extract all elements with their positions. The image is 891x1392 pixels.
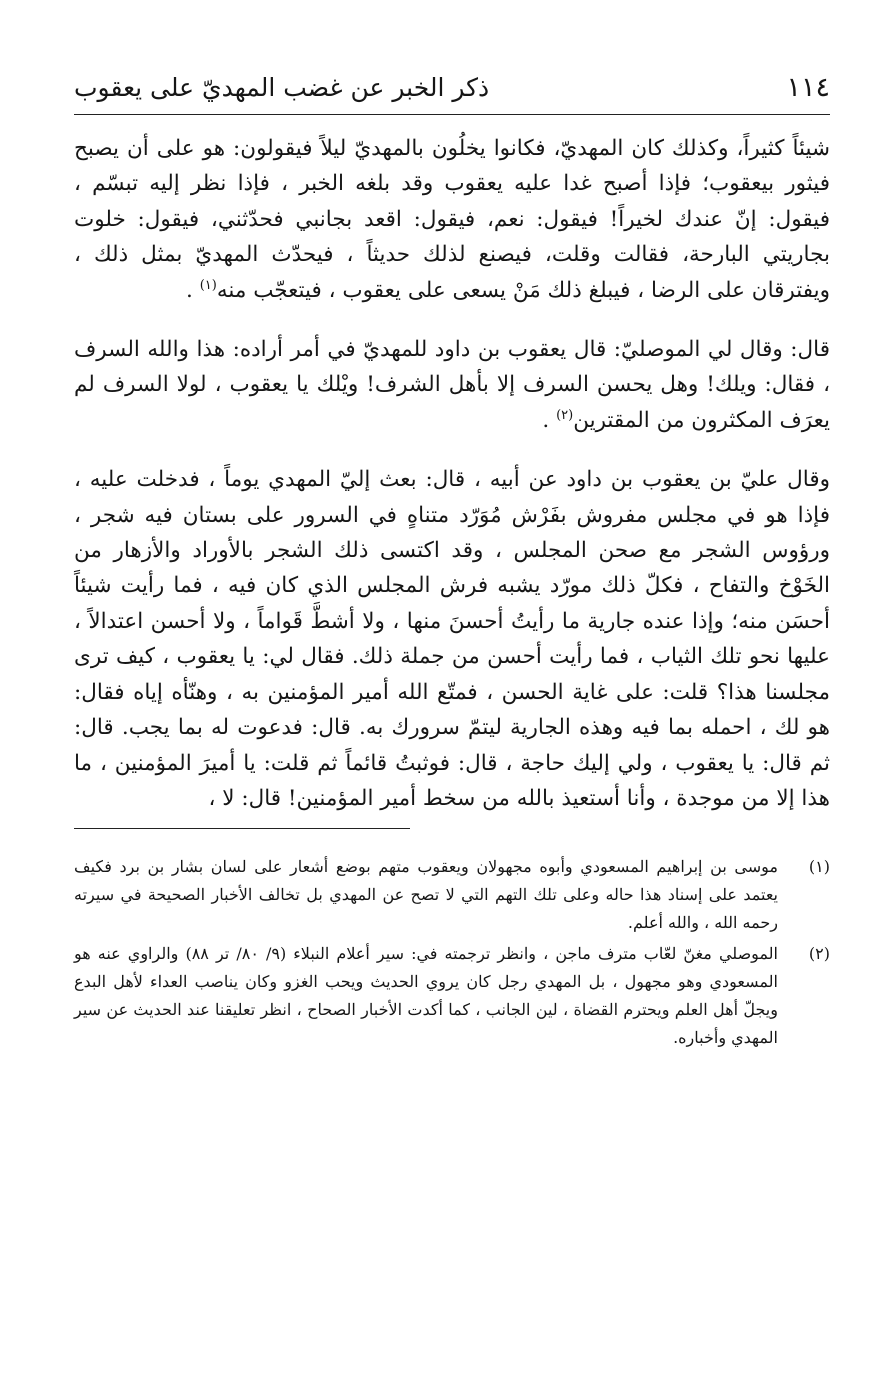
text-line: بستان فيه شجر ، ورؤوس الشجر مع صحن المجلس ، وقد اكتسى ذلك الشجر (74, 502, 830, 564)
main-text (74, 131, 830, 816)
text-line: شيئاً كثيراً، وكذلك كان المهديّ، فكانوا يخلُون بالمهديّ ليلاً فيقولون: هو على أن (127, 136, 830, 161)
paragraph (74, 462, 830, 816)
text-line: وهذه الجارية ليتمّ سرورك به. قال: فدعوت له بما يجب. قال: ثم قال: (74, 715, 830, 776)
text-line: يا يعقوب ، ولي إليك حاجة ، قال: فوثبتُ قائماً ثم قلت: يا أميرَ المؤمنين ، (99, 750, 755, 776)
text-line: المهديّ بمثل ذلك ، ويفترقان على الرضا ، فيبلغ ذلك مَنْ يسعى على يعقوب ، (74, 242, 830, 303)
footnote-text: الموصلي مغنّ لعّاب مترف ماجن ، وانظر ترجمته في: سير أعلام النبلاء (٩/ ٨٠/ تر ٨٨) والراوي عنه هو المسعودي وهو مجهول ، بل المهدي رجل كان يروي الحديث ويحب الغزو وكان يناصب العداء لأهل البدع ويجلّ أهل العلم ويحترم القضاة ، لين الجانب ، كما أكدت الأخبار الصحاح ، انظر تعليقنا عند الحديث عن سير المهدي وأخباره. (74, 944, 778, 1048)
text-line: تبسّم ، فيقول: إنّ عندك لخيراً! فيقول: نعم، فيقول: اقعد بجانبي فحدّثني، (74, 171, 830, 232)
text-line: كان فيه ، فما رأيت شيئاً أحسَن منه؛ وإذا عنده جارية ما رأيتُ أحسنَ منها ، (74, 573, 830, 634)
sentence-end: . (186, 277, 200, 303)
text-line: فيقول: خلوت بجاريتي البارحة، فقالت وقلت، فيصنع لذلك حديثاً ، فيحدّث (74, 206, 830, 268)
text-line: الحسن ، فمتّع الله أمير المؤمنين به ، وهنّأه إياه فقال: هو لك ، احمله بما فيه (74, 679, 830, 741)
footnote-number: (١) (808, 857, 830, 877)
book-page (74, 72, 830, 1055)
paragraph (74, 332, 830, 438)
text-line: والله السرف ، فقال: ويلك! وهل يحسن السرف إلا بأهل الشرف! ويْلك (74, 337, 831, 398)
page-number: ١١٤ (786, 72, 830, 103)
footnote-reference[interactable]: (١) (199, 277, 217, 293)
footnote-number: (٢) (808, 944, 830, 964)
text-line: ولا أشطَّ قَواماً ، ولا أحسن اعتدالاً ، عليها نحو تلك الثياب ، فما رأيت أحسن (74, 608, 830, 670)
footnote-separator (74, 828, 410, 829)
text-line: ما هذا إلا من موجدة ، وأنا أستعيذ بالله من سخط أمير المؤمنين! قال: لا ، (74, 750, 830, 811)
paragraph (74, 131, 830, 308)
footnote (74, 940, 830, 1052)
sentence-end: . (542, 407, 557, 433)
text-line: فيتعجّب منه (216, 277, 322, 303)
page-header (74, 72, 830, 115)
text-line: من جملة ذلك. فقال لي: يا يعقوب ، كيف ترى مجلسنا هذا؟ قلت: على غاية (74, 644, 830, 705)
text-line: قال: وقال لي الموصليّ: قال يعقوب بن داود للمهديّ في أمر أراده: هذا (196, 337, 830, 363)
running-title: ذكر الخبر عن غضب المهديّ على يعقوب (74, 73, 490, 102)
footnote-reference[interactable]: (٢) (556, 407, 574, 423)
text-line: يصبح فيثور بيعقوب؛ فإذا أصبح غدا عليه يعقوب وقد بلغه الخبر ، فإذا نظر إليه (74, 136, 830, 197)
footnote (74, 853, 830, 937)
text-line: فدخلت عليه ، فإذا هو في مجلس مفروش بفَرْش مُوَرّد متناهٍ في السرور على (74, 467, 830, 528)
text-line: يا يعقوب ، لولا السرف لم يعرَف المكثرون من المقترين (74, 372, 830, 433)
footnote-text: موسى بن إبراهيم المسعودي وأبوه مجهولان ويعقوب متهم بوضع أشعار على لسان بشار بن برد فكيف يعتمد على إسناد هذا حاله وعلى تلك التهم التي لا تصح عن المهدي بل تخالف الأخبار الصحيحة في سيرته رحمه الله ، والله أعلم. (74, 857, 778, 933)
text-line: وقال عليّ بن يعقوب بن داود عن أبيه ، قال: بعث إليّ المهدي يوماً ، (208, 467, 830, 493)
footnotes (74, 853, 830, 1052)
text-line: بالأوراد والأزهار من الخَوْخ والتفاح ، فكلّ ذلك مورّد يشبه فرش المجلس الذي (74, 538, 831, 599)
